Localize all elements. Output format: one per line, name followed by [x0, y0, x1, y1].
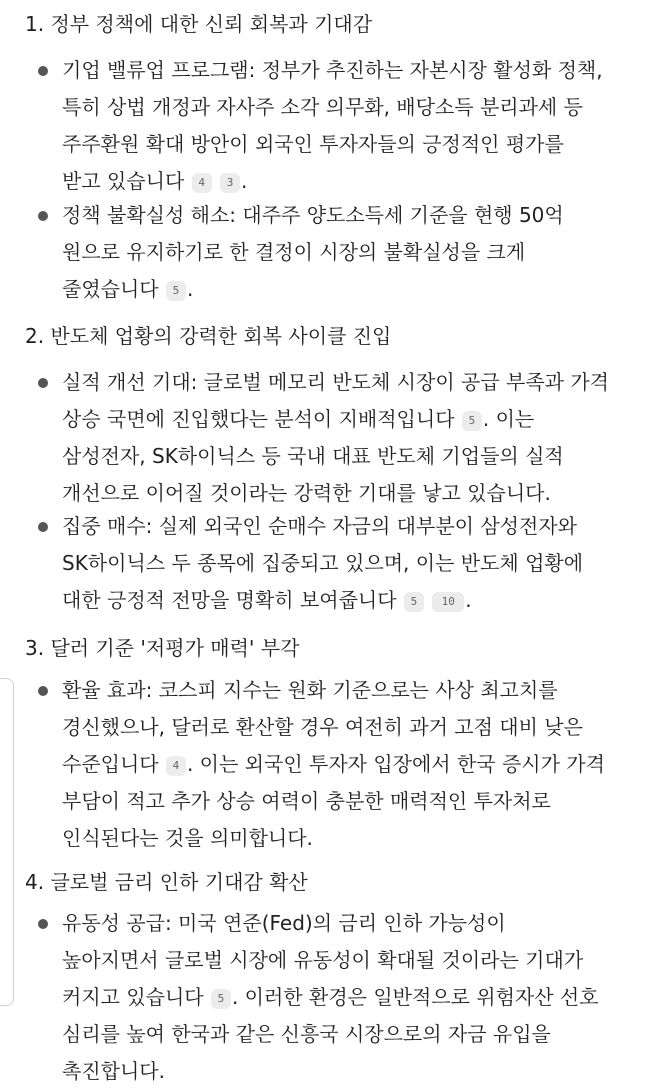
line-text-after: .: [241, 169, 248, 193]
section-heading: 4. 글로벌 금리 인하 기대감 확산: [25, 870, 308, 894]
bullet-item: [62, 508, 583, 619]
line-text: 실적 개선 기대: 글로벌 메모리 반도체 시장이 공급 부족과 가격: [62, 370, 609, 394]
bullet-line: [62, 942, 599, 979]
section-heading: 1. 정부 정책에 대한 신뢰 회복과 기대감: [25, 12, 373, 36]
line-text: 경신했으나, 달러로 환산할 경우 여전히 과거 고점 대비 낮은: [62, 715, 583, 739]
bullet-line: [62, 1016, 599, 1053]
line-text: 부담이 적고 추가 상승 여력이 충분한 매력적인 투자처로: [62, 789, 551, 813]
line-text: 기업 밸류업 프로그램: 정부가 추진하는 자본시장 활성화 정책,: [62, 58, 603, 82]
line-text: 환율 효과: 코스피 지수는 원화 기준으로는 사상 최고치를: [62, 678, 558, 702]
line-text: 개선으로 이어질 것이라는 강력한 기대를 낳고 있습니다.: [62, 481, 551, 505]
citation-badge[interactable]: 4: [166, 756, 186, 776]
bullet-line: [62, 438, 609, 475]
bullet-line: [62, 746, 605, 783]
bullet-line: [62, 783, 605, 820]
line-text: 대한 긍정적 전망을 명확히 보여줍니다: [62, 588, 397, 612]
bullet-line: [62, 271, 564, 308]
bullet-line: [62, 401, 609, 438]
line-text-after: . 이는 외국인 투자자 입장에서 한국 증시가 가격: [186, 752, 605, 776]
bullet-dot-icon: [38, 919, 48, 929]
bullet-dot-icon: [38, 686, 48, 696]
line-text: 정책 불확실성 해소: 대주주 양도소득세 기준을 현행 50억: [62, 203, 564, 227]
line-text: 높아지면서 글로벌 시장에 유동성이 확대될 것이라는 기대가: [62, 948, 584, 972]
line-text: 상승 국면에 진입했다는 분석이 지배적입니다: [62, 407, 455, 431]
citation-badge[interactable]: 3: [220, 173, 240, 193]
line-text: 심리를 높여 한국과 같은 신흥국 시장으로의 자금 유입을: [62, 1022, 551, 1046]
section-heading: 2. 반도체 업황의 강력한 회복 사이클 진입: [25, 324, 392, 348]
citation-badge[interactable]: 5: [166, 281, 186, 301]
line-text: SK하이닉스 두 종목에 집중되고 있으며, 이는 반도체 업황에: [62, 551, 584, 575]
bullet-dot-icon: [38, 378, 48, 388]
bullet-line: [62, 197, 564, 234]
line-text: 원으로 유지하기로 한 결정이 시장의 불확실성을 크게: [62, 240, 526, 264]
section-heading: 3. 달러 기준 '저평가 매력' 부각: [25, 636, 300, 660]
citation-badge[interactable]: 5: [462, 411, 482, 431]
bullet-item: [62, 905, 599, 1090]
line-text-after: .: [186, 277, 194, 301]
bullet-dot-icon: [38, 522, 48, 532]
bullet-line: [62, 672, 605, 709]
citation-badge[interactable]: 4: [192, 173, 212, 193]
bullet-line: [62, 163, 603, 200]
bullet-line: [62, 126, 603, 163]
bullet-line: [62, 582, 583, 619]
line-text: 줄였습니다: [62, 277, 159, 301]
bullet-line: [62, 234, 564, 271]
bullet-line: [62, 89, 603, 126]
line-text: 집중 매수: 실제 외국인 순매수 자금의 대부분이 삼성전자와: [62, 514, 577, 538]
bullet-line: [62, 52, 603, 89]
bullet-item: [62, 52, 603, 200]
bullet-line: [62, 905, 599, 942]
line-text-after: . 이는: [482, 407, 535, 431]
bullet-line: [62, 475, 609, 512]
bullet-line: [62, 979, 599, 1016]
bullet-line: [62, 545, 583, 582]
line-text: 유동성 공급: 미국 연준(Fed)의 금리 인하 가능성이: [62, 911, 506, 935]
bullet-line: [62, 820, 605, 857]
line-text: 특히 상법 개정과 자사주 소각 의무화, 배당소득 분리과세 등: [62, 95, 583, 119]
citation-badge[interactable]: 10: [432, 592, 464, 612]
citation-badge[interactable]: 5: [404, 592, 424, 612]
line-text: 주주환원 확대 방안이 외국인 투자자들의 긍정적인 평가를: [62, 132, 564, 156]
line-text: 수준입니다: [62, 752, 159, 776]
bullet-item: [62, 364, 609, 512]
line-text-after: . 이러한 환경은 일반적으로 위험자산 선호: [231, 985, 599, 1009]
line-text: 커지고 있습니다: [62, 985, 204, 1009]
line-text: 삼성전자, SK하이닉스 등 국내 대표 반도체 기업들의 실적: [62, 444, 564, 468]
bullet-dot-icon: [38, 66, 48, 76]
citation-badge[interactable]: 5: [211, 989, 231, 1009]
line-text: 촉진합니다.: [62, 1059, 165, 1083]
bullet-dot-icon: [38, 211, 48, 221]
bullet-item: [62, 672, 605, 857]
bullet-line: [62, 1053, 599, 1090]
line-text-after: .: [465, 588, 472, 612]
bullet-line: [62, 364, 609, 401]
line-text: 받고 있습니다: [62, 169, 185, 193]
bullet-item: [62, 197, 564, 308]
scroll-edge-handle[interactable]: [0, 678, 14, 1006]
bullet-line: [62, 709, 605, 746]
bullet-line: [62, 508, 583, 545]
line-text: 인식된다는 것을 의미합니다.: [62, 826, 313, 850]
